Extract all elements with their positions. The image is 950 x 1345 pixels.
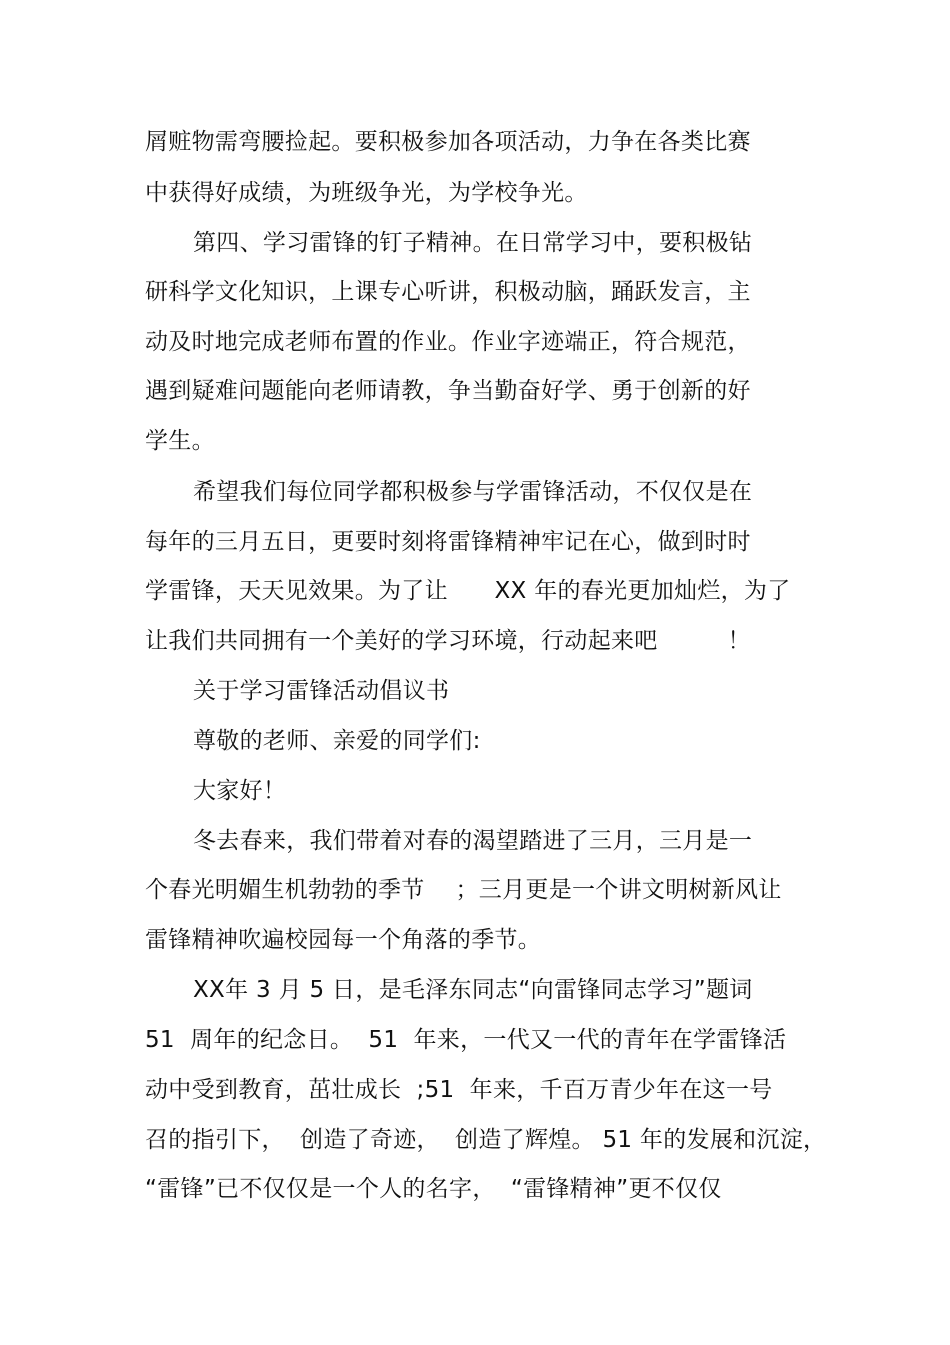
text-line-11: 让我们共同拥有一个美好的学习环境，行动起来吧 ！	[145, 628, 751, 654]
text-line-20: 动中受到教育，茁壮成长 ;51 年来，千百万青少年在这一号	[145, 1077, 773, 1103]
text-line-8: 希望我们每位同学都积极参与学雷锋活动，不仅仅是在	[193, 479, 753, 505]
text-line-12: 关于学习雷锋活动倡议书	[193, 678, 450, 704]
text-line-1: 屑赃物需弯腰捡起。要积极参加各项活动，力争在各类比赛	[145, 129, 751, 155]
text-line-13: 尊敬的老师、亲爱的同学们:	[193, 728, 481, 754]
text-line-15: 冬去春来，我们带着对春的渴望踏进了三月，三月是一	[193, 828, 753, 854]
text-line-17: 雷锋精神吹遍校园每一个角落的季节。	[145, 927, 542, 953]
text-line-5: 动及时地完成老师布置的作业。作业字迹端正，符合规范，	[145, 329, 751, 355]
text-line-16: 个春光明媚生机勃勃的季节 ；三月更是一个讲文明树新风让	[145, 877, 782, 903]
text-line-14: 大家好！	[193, 778, 287, 804]
text-line-7: 学生。	[145, 428, 215, 454]
text-line-4: 研科学文化知识，上课专心听讲，积极动脑，踊跃发言，主	[145, 279, 751, 305]
text-line-22: “雷锋”已不仅仅是一个人的名字， “雷锋精神”更不仅仅	[145, 1176, 722, 1202]
text-line-21: 召的指引下， 创造了奇迹， 创造了辉煌。 51 年的发展和沉淀，	[145, 1127, 827, 1153]
text-line-18: XX年 3 月 5 日，是毛泽东同志“向雷锋同志学习”题词	[193, 977, 753, 1003]
text-line-10: 学雷锋，天天见效果。为了让 XX 年的春光更加灿烂，为了	[145, 578, 791, 604]
text-line-9: 每年的三月五日，更要时刻将雷锋精神牢记在心，做到时时	[145, 529, 751, 555]
text-line-3: 第四、学习雷锋的钉子精神。在日常学习中，要积极钻	[193, 230, 753, 256]
text-line-19: 51 周年的纪念日。 51 年来，一代又一代的青年在学雷锋活	[145, 1027, 787, 1053]
text-line-6: 遇到疑难问题能向老师请教，争当勤奋好学、勇于创新的好	[145, 378, 751, 404]
text-line-2: 中获得好成绩，为班级争光，为学校争光。	[145, 180, 588, 206]
